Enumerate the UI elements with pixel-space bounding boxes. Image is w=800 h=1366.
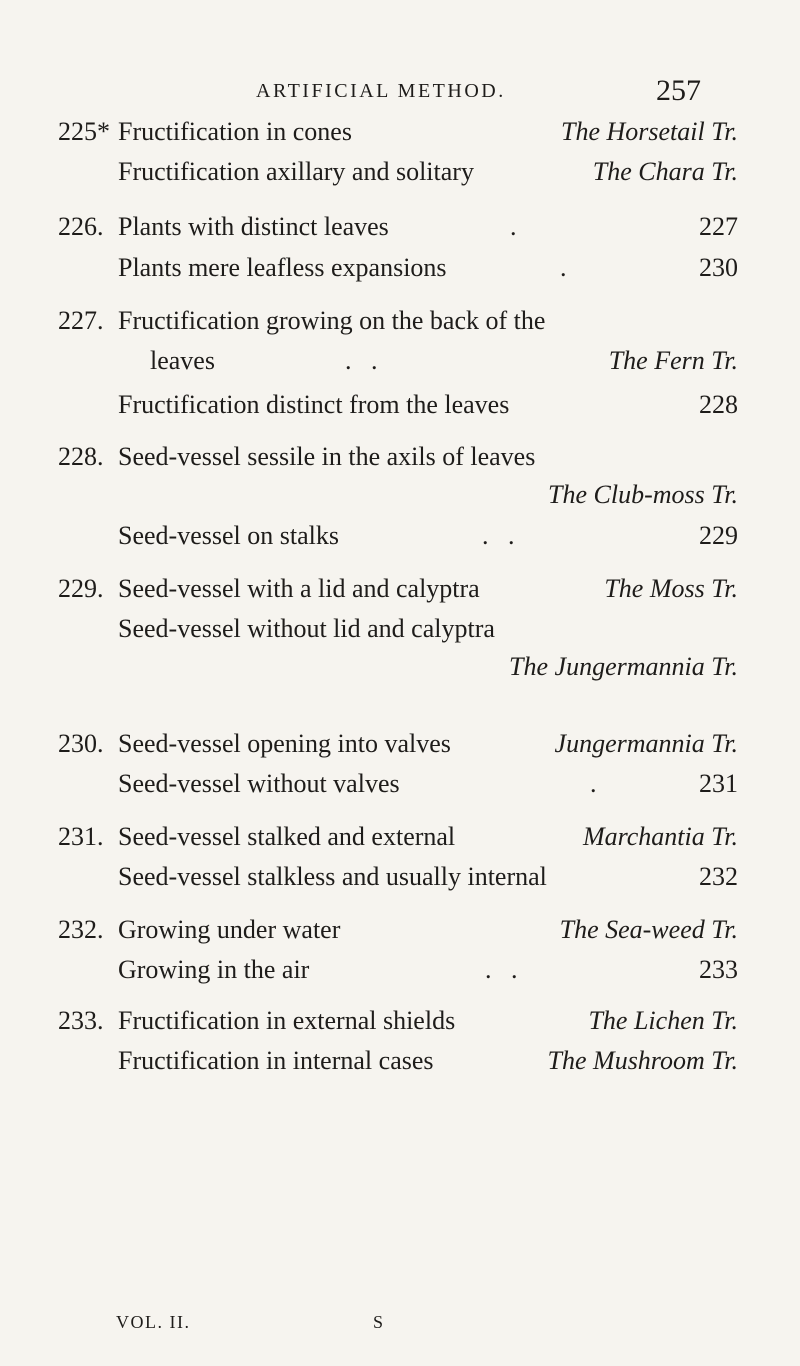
page-footer bbox=[0, 1312, 800, 1342]
key-line bbox=[0, 250, 800, 286]
entry-text: Fructification in cones bbox=[118, 117, 352, 146]
entry-text: Seed-vessel stalked and external bbox=[118, 822, 456, 851]
leader-dots: . . bbox=[485, 955, 518, 984]
page-number: 257 bbox=[656, 74, 701, 107]
entry-reference: Marchantia Tr. bbox=[582, 822, 738, 851]
entry-reference: 229 bbox=[699, 521, 738, 550]
key-line bbox=[0, 154, 800, 190]
entry-text: Seed-vessel without lid and calyptra bbox=[118, 614, 495, 643]
entry-reference: The Chara Tr. bbox=[592, 157, 738, 186]
key-line bbox=[0, 952, 800, 988]
key-line bbox=[0, 303, 800, 339]
entry-number: 229. bbox=[58, 574, 104, 603]
entry-reference: 227 bbox=[699, 212, 738, 241]
entry-reference: 230 bbox=[699, 253, 738, 282]
entry-number: 231. bbox=[58, 822, 104, 851]
key-line bbox=[0, 343, 800, 379]
key-line bbox=[0, 912, 800, 948]
entry-text: leaves bbox=[150, 346, 215, 375]
key-line bbox=[0, 766, 800, 802]
key-line bbox=[0, 611, 800, 647]
entry-reference: The Horsetail Tr. bbox=[561, 117, 738, 146]
entry-reference: Jungermannia Tr. bbox=[554, 729, 738, 758]
entry-reference: The Sea-weed Tr. bbox=[559, 915, 738, 944]
entry-number: 233. bbox=[58, 1006, 104, 1035]
entry-text: Seed-vessel on stalks bbox=[118, 521, 339, 550]
entry-number: 226. bbox=[58, 212, 104, 241]
entry-text: Fructification in internal cases bbox=[118, 1046, 434, 1075]
entry-text: Growing in the air bbox=[118, 955, 310, 984]
key-line bbox=[0, 649, 800, 685]
entry-text: Seed-vessel stalkless and usually internal bbox=[118, 862, 547, 891]
leader-dots: . . bbox=[482, 521, 515, 550]
leader-dots: . bbox=[590, 769, 597, 798]
leader-dots: . . bbox=[345, 346, 378, 375]
entry-reference: The Lichen Tr. bbox=[588, 1006, 738, 1035]
entry-reference: The Mushroom Tr. bbox=[547, 1046, 738, 1075]
key-line bbox=[0, 571, 800, 607]
entry-text: Seed-vessel with a lid and calyptra bbox=[118, 574, 480, 603]
running-head bbox=[0, 72, 800, 112]
entry-text: Growing under water bbox=[118, 915, 341, 944]
entry-number: 232. bbox=[58, 915, 104, 944]
entry-text: Plants mere leafless expansions bbox=[118, 253, 447, 282]
key-line bbox=[0, 477, 800, 513]
key-line bbox=[0, 1043, 800, 1079]
key-line bbox=[0, 439, 800, 475]
key-line bbox=[0, 518, 800, 554]
entry-number: 230. bbox=[58, 729, 104, 758]
key-line bbox=[0, 209, 800, 245]
entry-text: Fructification in external shields bbox=[118, 1006, 456, 1035]
entry-reference: 232 bbox=[699, 862, 738, 891]
key-line bbox=[0, 819, 800, 855]
entry-reference: The Club-moss Tr. bbox=[548, 480, 738, 509]
entry-text: Seed-vessel sessile in the axils of leaves bbox=[118, 442, 536, 471]
entry-reference: 233 bbox=[699, 955, 738, 984]
entry-reference: 231 bbox=[699, 769, 738, 798]
key-line bbox=[0, 114, 800, 150]
entry-text: Seed-vessel without valves bbox=[118, 769, 400, 798]
leader-dots: . bbox=[560, 253, 567, 282]
entry-text: Fructification distinct from the leaves bbox=[118, 390, 510, 419]
entry-reference: The Fern Tr. bbox=[608, 346, 738, 375]
volume-signature: VOL. II. bbox=[116, 1312, 191, 1332]
running-title: ARTIFICIAL METHOD. bbox=[256, 80, 506, 102]
signature-mark: S bbox=[373, 1312, 384, 1332]
key-line bbox=[0, 859, 800, 895]
entry-number: 227. bbox=[58, 306, 104, 335]
entry-number: 225* bbox=[58, 117, 110, 146]
key-line bbox=[0, 1003, 800, 1039]
key-line bbox=[0, 726, 800, 762]
entry-text: Fructification axillary and solitary bbox=[118, 157, 474, 186]
entry-text: Seed-vessel opening into valves bbox=[118, 729, 451, 758]
entry-reference: 228 bbox=[699, 390, 738, 419]
entry-text: Fructification growing on the back of the bbox=[118, 306, 546, 335]
entry-number: 228. bbox=[58, 442, 104, 471]
entry-reference: The Moss Tr. bbox=[604, 574, 738, 603]
key-line bbox=[0, 387, 800, 423]
leader-dots: . bbox=[510, 212, 517, 241]
entry-reference: The Jungermannia Tr. bbox=[509, 652, 738, 681]
entry-text: Plants with distinct leaves bbox=[118, 212, 389, 241]
